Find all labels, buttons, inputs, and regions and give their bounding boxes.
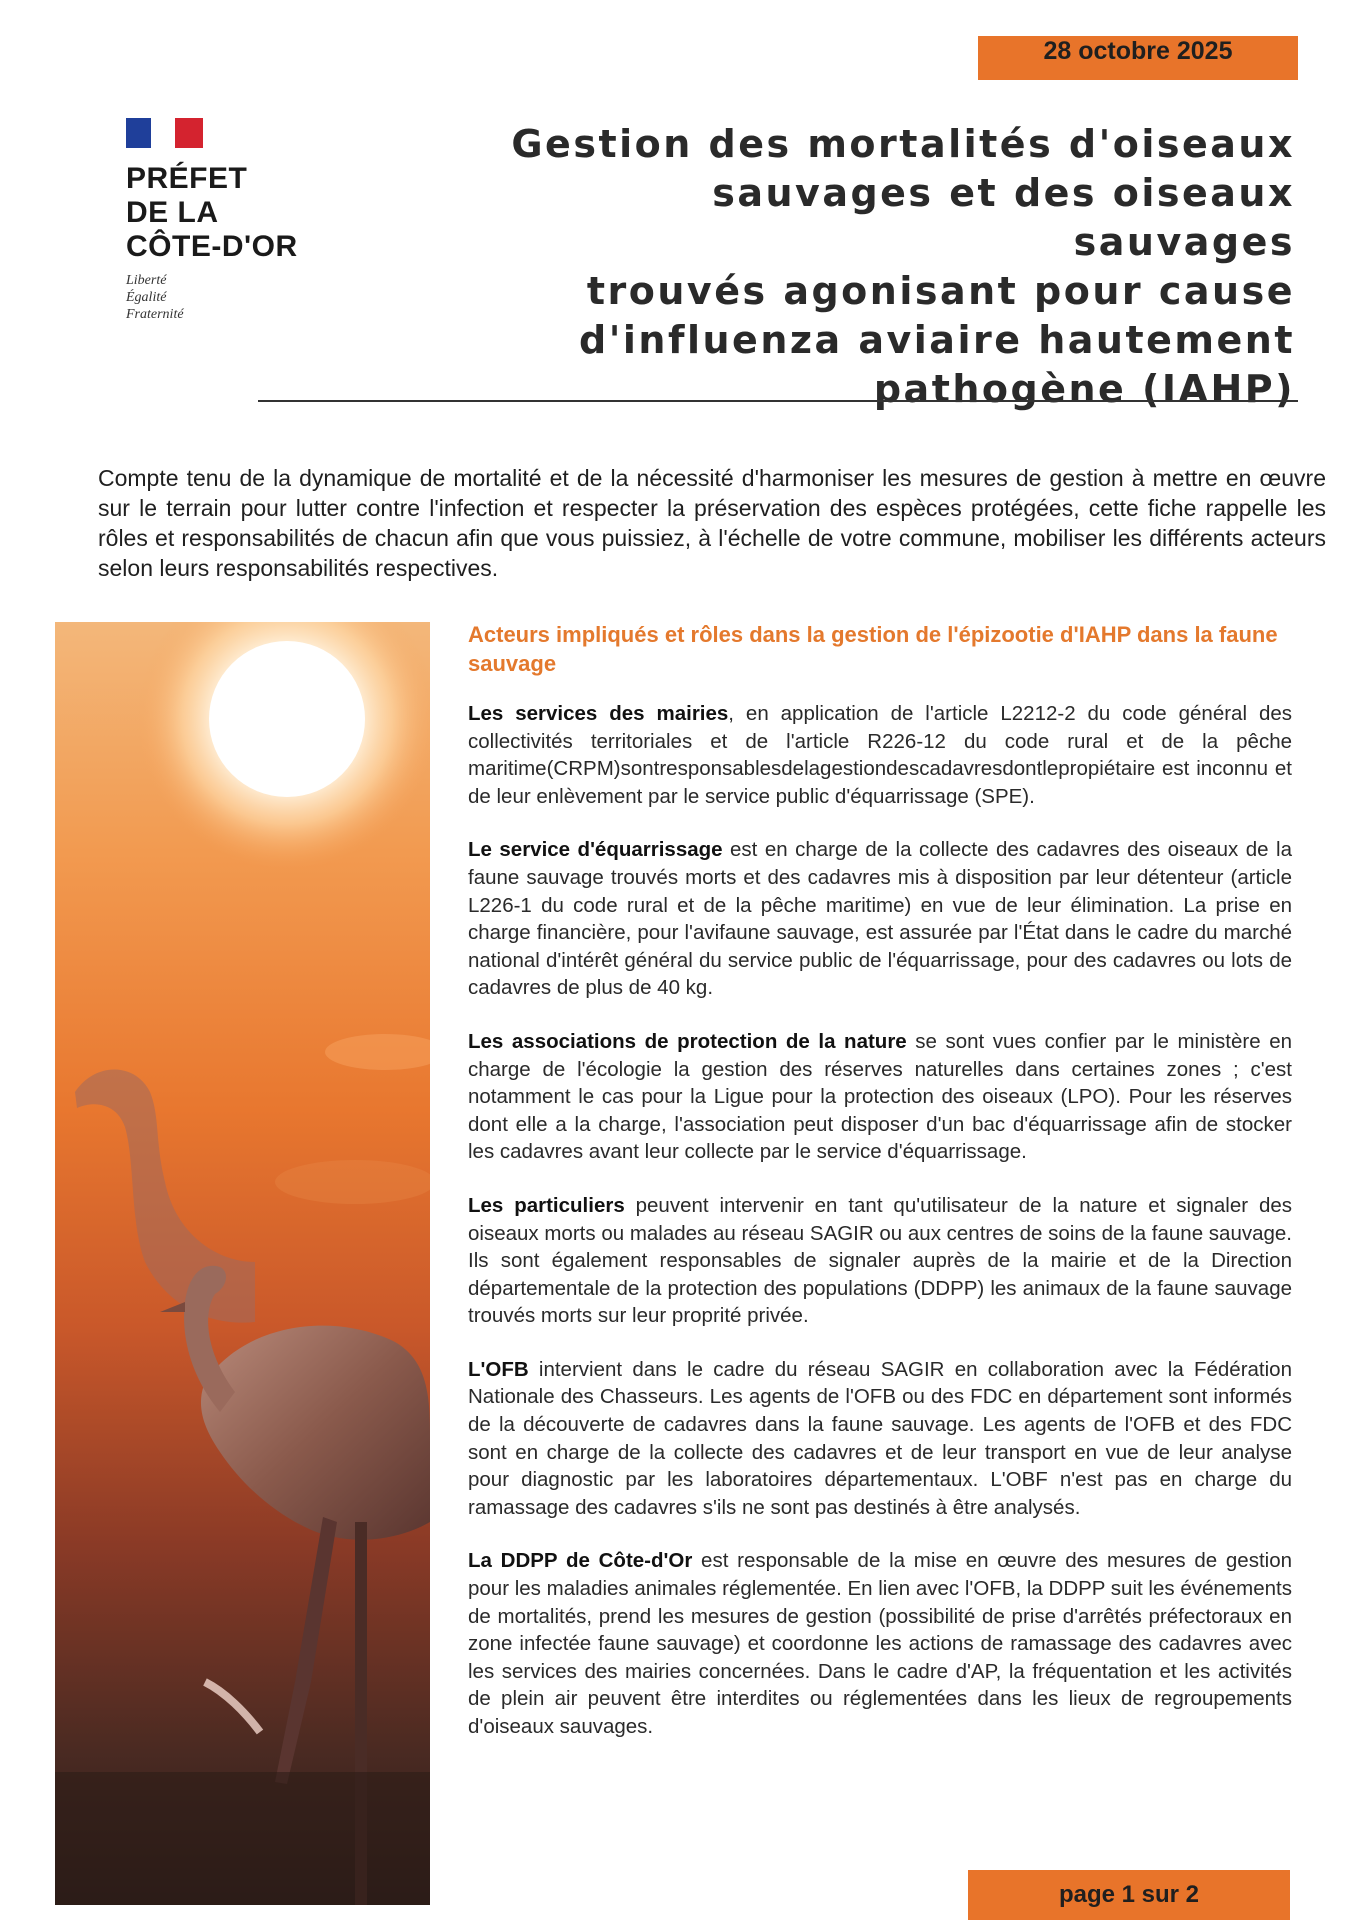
prefecture-name: PRÉFET DE LA CÔTE-D'OR <box>126 162 298 263</box>
date-badge: 28 octobre 2025 <box>978 36 1298 80</box>
paragraph-lead: La DDPP de Côte-d'Or <box>468 1549 693 1573</box>
paragraph-text: est responsable de la mise en œuvre des mesures de gestion pour les maladies animales réglementée. En lien avec l'OFB, la DDPP suit les événements de mortalités, prend les mesures de gestion (possibilité de prise d'arrêtés préfectoraux en zone infectée faune sauvage) et coordonne les actions de ramassage des cadavres avec les services des mairies concernées. Dans le cadre d'AP, la fréquentation et les activités de plein air peuvent être interdites ou réglementées dans les lieux de regroupements d'oiseaux sauvages. <box>468 1549 1292 1738</box>
paragraph-text: , en application de l'article L2212-2 du code général des collectivités territoriales et de l'article R226-12 du code rural et de la pêche maritime(CRPM)sontresponsablesdelagestiondescadavresdontlepropiétaire est inconnu et de leur enlèvement par le service public d'équarrissage (SPE). <box>468 702 1292 808</box>
paragraph-lead: Le service d'équarrissage <box>468 838 723 862</box>
marianne-flag-icon <box>126 118 203 148</box>
prefecture-logo <box>126 118 326 323</box>
paragraph-equarrissage <box>468 836 1292 1002</box>
paragraph-lead: Les associations de protection de la nature <box>468 1029 907 1053</box>
intro-paragraph: Compte tenu de la dynamique de mortalité et de la nécessité d'harmoniser les mesures de gestion à mettre en œuvre sur le terrain pour lutter contre l'infection et respecter la préservation des espèces protégées, cette fiche rappelle les rôles et responsabilités de chacun afin que vous puissiez, à l'échelle de votre commune, mobiliser les différents acteurs selon leurs responsabilités respectives. <box>98 465 1326 581</box>
paragraph-particuliers <box>468 1192 1292 1330</box>
paragraph-text: peuvent intervenir en tant qu'utilisateur de la nature et signaler des oiseaux morts ou malades au réseau SAGIR ou aux centres de soins de la faune sauvage. Ils sont également responsables de signaler auprès de la mairie et de la Direction départementale de la protection des populations (DDPP) les animaux de la faune sauvage trouvés morts sur leur proprité privée. <box>468 1193 1292 1328</box>
paragraph-mairies <box>468 700 1292 810</box>
page-number-badge: page 1 sur 2 <box>968 1870 1290 1920</box>
title-divider <box>258 400 1298 402</box>
paragraph-text: se sont vues confier par le ministère en charge de l'écologie la gestion des réserves naturelles dans certaines zones ; c'est notamment le cas pour la Ligue pour la protection des oiseaux (LPO). Pour les réserves dont elle a la charge, l'association peut disposer d'un bac d'équarrissage afin de stocker les cadavres avant leur collecte par le service d'équarrissage. <box>468 1029 1292 1164</box>
paragraph-ofb <box>468 1356 1292 1522</box>
paragraph-lead: L'OFB <box>468 1357 529 1381</box>
paragraph-ddpp <box>468 1547 1292 1740</box>
paragraph-text: est en charge de la collecte des cadavres des oiseaux de la faune sauvage trouvés morts et des cadavres mis à disposition par leur détenteur (article L226-1 du code rural et de la pêche maritime) en vue de leur élimination. La prise en charge financière, pour l'avifaune sauvage, est assurée par l'État dans le cadre du marché national d'intérêt général du service public de l'équarrissage, pour des cadavres ou lots de cadavres de plus de 40 kg. <box>468 838 1292 1000</box>
paragraph-lead: Les particuliers <box>468 1193 625 1217</box>
paragraph-lead: Les services des mairies <box>468 702 729 725</box>
paragraph-text: intervient dans le cadre du réseau SAGIR en collaboration avec la Fédération Nationale des Chasseurs. Les agents de l'OFB ou des FDC en département sont informés de la découverte de cadavres dans la faune sauvage. Les agents de l'OFB et des FDC sont en charge de la collecte des cadavres et de leur transport en vue de leur analyse pour diagnostic par les laboratoires départementaux. L'OBF n'est pas en charge du ramassage des cadavres s'ils ne sont pas destinés à être analysés. <box>468 1357 1292 1519</box>
content-column <box>460 620 1292 1767</box>
crane-sunset-photo <box>55 622 430 1905</box>
document-title: Gestion des mortalités d'oiseaux sauvages et des oiseaux sauvages trouvés agonisant pour cause d'influenza aviaire hautement pathogène (IAHP) <box>511 122 1295 411</box>
section-heading: Acteurs impliqués et rôles dans la gestion de l'épizootie d'IAHP dans la faune sauvage <box>468 622 1278 676</box>
republic-motto: Liberté Égalité Fraternité <box>126 273 184 322</box>
paragraph-associations <box>468 1028 1292 1166</box>
